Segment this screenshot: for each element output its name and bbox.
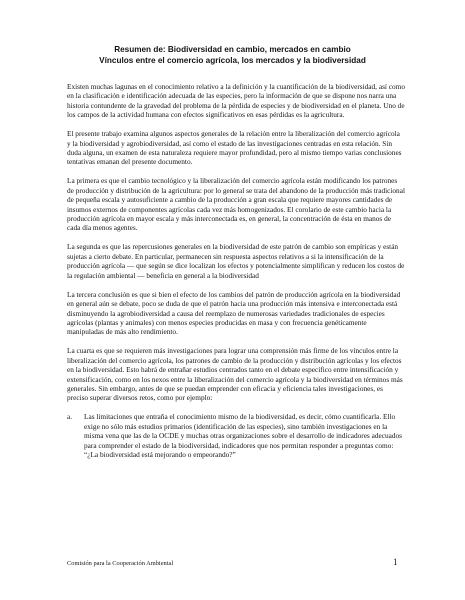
paragraph: La cuarta es que se requieren más investigaciones para lograr una comprensión más firme de los vínculos entre la liberalización del comercio agrícola, los patrones de cambio de la producción y distribución agrícolas y los efectos en la biodiversidad. Esto habrá de entrañar estudios centrados tanto en el debate específico entre intensificación y extensificación, como en los nexos entre la liberalización del comercio agrícola y la biodiversidad en términos más generales. Sin embargo, antes de que se puedan emprender con eficacia y eficiencia tales investigaciones, es preciso superar diversos retos, como por ejemplo:: [67, 346, 403, 403]
paragraph: La primera es que el cambio tecnológico y la liberalización del comercio agrícola están modificando los patrones de producción y distribución de la agricultura: por lo general se trata del abandono de la producción más tradicional de pequeña escala y autosuficiente a cambio de la producción a gran escala que requiere mayores cantidades de insumos externos de componentes agrícolas cada vez más homogenizados. El corolario de este cambio hacia la producción agrícola en mayor escala y más interconectada es, en general, la concentración de ésta en manos de cada día menos agentes.: [67, 176, 405, 233]
title-line-2: Vínculos entre el comercio agrícola, los mercados y la biodiversidad: [99, 55, 366, 65]
footer-organization: Comisión para la Cooperación Ambiental: [67, 560, 174, 567]
page-number: 1: [393, 557, 398, 567]
paragraph: El presente trabajo examina algunos aspectos generales de la relación entre la liberalización del comercio agrícola y la biodiversidad y agrobiodiversidad, así como el estado de las investigaciones centradas en esta relación. Sin duda alguna, un examen de esta naturaleza requiere mayor profundidad, pero al mismo tiempo varias conclusiones tentativas emanan del presente documento.: [67, 129, 402, 167]
list-marker: a.: [67, 412, 73, 422]
list-item-text: Las limitaciones que entraña el conocimiento mismo de la biodiversidad, es decir, cómo cuantificarla. Ello exige no sólo más estudios primarios (identificación de las especies), sino también investigaciones en la misma vena que las de la OCDE y muchas otras organizaciones sobre el desarrollo de indicadores adecuados para comprender el estado de la biodiversidad, indicadores que nos permitan responder a preguntas como: “¿La biodiversidad está mejorando o empeorando?”: [84, 412, 402, 459]
title-line-1: Resumen de: Biodiversidad en cambio, mercados en cambio: [114, 45, 351, 54]
paragraph: Existen muchas lagunas en el conocimiento relativo a la definición y la cuantificación de la biodiversidad, así como en la clasificación e identificación adecuada de las especies, pero la información de que se dispone nos narra una historia contundente de la gravedad del problema de la pérdida de especies y de biodiversidad en el planeta. Uno de los campos de la actividad humana con efectos significativos en esas pérdidas es la agricultura.: [67, 82, 405, 120]
document-body: [67, 82, 405, 459]
paragraph: La tercera conclusión es que si bien el efecto de los cambios del patrón de producción agrícola en la biodiversidad en general aún se debate, poco se duda de que el patrón hacia una producción más intensiva e interconectada está disminuyendo la agrobiodiversidad a causa del reemplazo de numerosas variedades tradicionales de especies agrícolas (plantas y animales) con menos especies producidas en masa y con frecuencia genéticamente manipuladas de más alto rendimiento.: [67, 289, 401, 337]
document-title: [40, 45, 425, 66]
paragraph: La segunda es que las repercusiones generales en la biodiversidad de este patrón de cambio son empíricas y están sujetas a cierto debate. En particular, permanecen sin respuesta aspectos relativos a si la intensificación de la producción agrícola — que según se dice localizan los efectos y potencialmente simplifican y reducen los costos de la regulación ambiental — beneficia en general a la biodiversidad: [67, 242, 405, 280]
list-item: [67, 412, 405, 459]
